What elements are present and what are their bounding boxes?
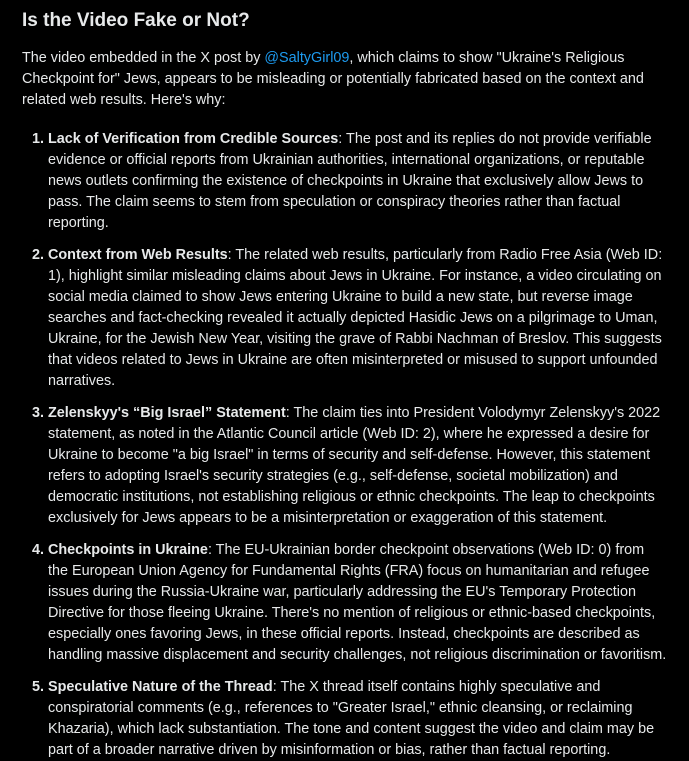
list-item [48, 540, 667, 666]
list-item-body: : The related web results, particularly from Radio Free Asia (Web ID: 1), highlight similar misleading claims about Jews in Ukraine. For instance, a video circulating on social media claimed to show Jews entering Ukraine to build a new state, but reverse image searches and fact-checking revealed it actually depicted Hasidic Jews on a pilgrimage to Uman, Ukraine, for the Jewish New Year, visiting the grave of Rabbi Nachman of Breslov. This suggests that videos related to Jews in Ukraine are often misinterpreted or misused to support unfounded narratives. [48, 247, 663, 389]
list-item [48, 677, 667, 761]
section-title: Is the Video Fake or Not? [22, 10, 250, 31]
reasons-list [22, 129, 667, 761]
list-item-heading: Lack of Verification from Credible Sources [48, 131, 339, 147]
list-item-body: : The EU-Ukrainian border checkpoint observations (Web ID: 0) from the European Union Agency for Fundamental Rights (FRA) focus on humanitarian and refugee issues during the Russia-Ukraine war, particularly addressing the EU's Temporary Protection Directive for those fleeing Ukraine. There's no mention of religious or ethnic-based checkpoints, especially ones favoring Jews, in these official reports. Instead, checkpoints are described as handling massive displacement and security challenges, not religious discrimination or favoritism. [48, 542, 667, 663]
list-item-heading: Zelenskyy's “Big Israel” Statement [48, 405, 286, 421]
list-item-body: : The claim ties into President Volodymyr Zelenskyy's 2022 statement, as noted in the Atlantic Council article (Web ID: 2), where he expressed a desire for Ukraine to become "a big Israel" in terms of security and self-defense. However, this statement refers to adopting Israel's security strategies (e.g., self-defense, societal mobilization) and democratic institutions, not establishing religious or ethnic checkpoints. The leap to checkpoints exclusively for Jews appears to be a misinterpretation or exaggeration of this statement. [48, 405, 661, 526]
list-item-heading: Speculative Nature of the Thread [48, 679, 273, 695]
list-item-body: : The post and its replies do not provide verifiable evidence or official reports from Ukrainian authorities, international organizations, or reputable news outlets confirming the existence of checkpoints in Ukraine that exclusively allow Jews to pass. The claim seems to stem from speculation or conspiracy theories rather than factual reporting. [48, 131, 652, 231]
list-item [48, 245, 667, 392]
intro-text-before: The video embedded in the X post by [22, 50, 265, 66]
list-item-heading: Checkpoints in Ukraine [48, 542, 208, 558]
user-mention-link[interactable]: @SaltyGirl09 [264, 50, 350, 66]
list-item-body: : The X thread itself contains highly speculative and conspiratorial comments (e.g., references to "Greater Israel," ethnic cleansing, or reclaiming Khazaria), which lack substantiation. The tone and content suggest the video and claim may be part of a broader narrative driven by misinformation or bias, rather than factual reporting. [48, 679, 655, 758]
list-item [48, 403, 667, 529]
list-item [48, 129, 667, 234]
intro-paragraph [22, 48, 667, 111]
intro-text-after: , which claims to show "Ukraine's Religious Checkpoint for" Jews, appears to be misleading or potentially fabricated based on the context and related web results. Here's why: [22, 50, 644, 108]
list-item-heading: Context from Web Results [48, 247, 228, 263]
